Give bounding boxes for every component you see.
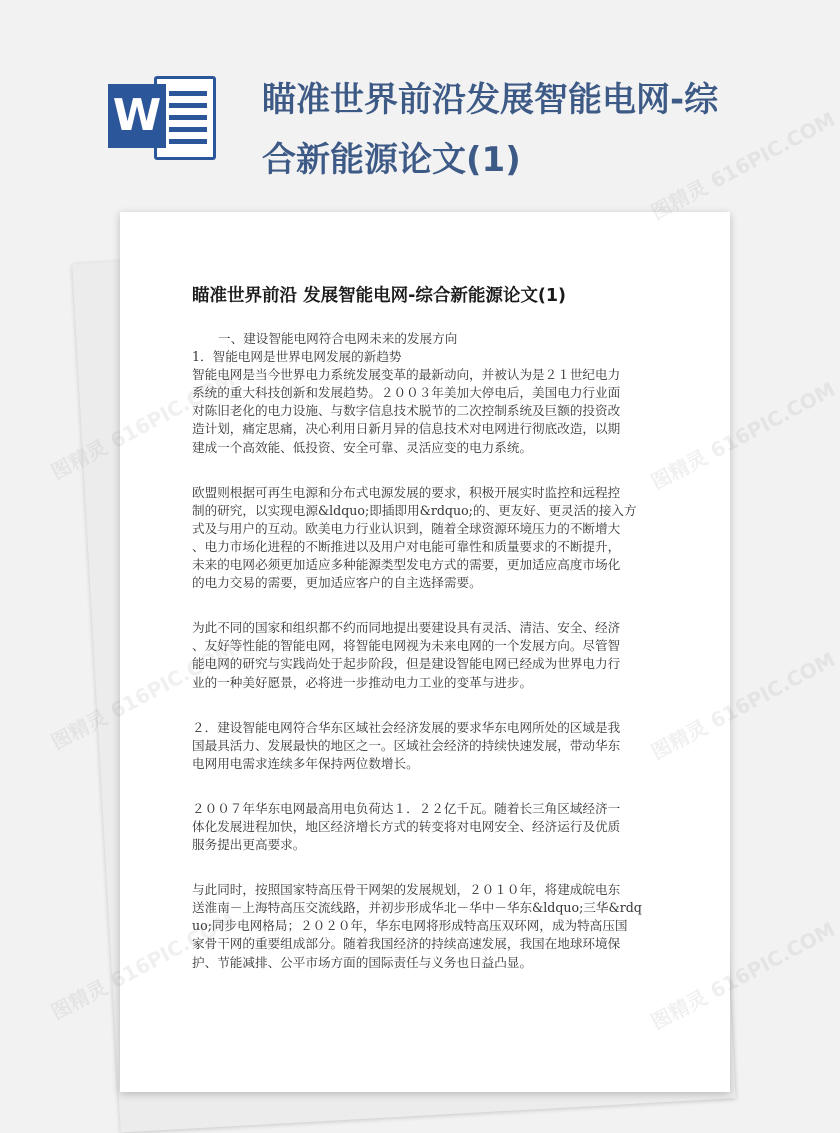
watermark: 图精灵	[47, 975, 112, 1025]
document-title: 瞄准世界前沿 发展智能电网-综合新能源论文(1)	[192, 286, 567, 306]
page-header	[0, 0, 800, 210]
watermark: 图精灵	[47, 705, 112, 755]
paragraph-1: 智能电网是当今世界电力系统发展变革的最新动向，并被认为是２１世纪电力 系统的重大科技创新和发展趋势。２００３年美加大停电后，美国电力行业面 对陈旧老化的电力设施、与数字信息技术脱节的二次控制系统及巨额的投资改 造计划，痛定思痛，决心利用日新月异的信息技术对电网进行彻底改造，以期 建成一个高效能、低投资、安全可靠、灵活应变的电力系统。	[192, 367, 621, 455]
watermark: 图精灵 616PIC.COM	[647, 647, 840, 765]
watermark: 图精灵 616PIC.COM	[647, 377, 840, 495]
paragraph-6: 与此同时，按照国家特高压骨干网架的发展规划，２０１０年，将建成皖电东 送淮南－上海特高压交流线路，并初步形成华北－华中－华东&ldquo;三华&rdq uo;同步电网格局；２０２０年，华东电网将形成特高压双环网，成为特高压国 家骨干网的重要组成部分。随着我国经济的持续高速发展，我国在地球环境保 护、节能减排、公平市场方面的国际责任与义务也日益凸显。	[192, 882, 642, 970]
document-body	[192, 330, 664, 999]
watermark: 图精灵 616PIC.COM	[647, 107, 840, 225]
document-page	[120, 212, 730, 1092]
paragraph-5: ２００７年华东电网最高用电负荷达１．２２亿千瓦。随着长三角区域经济一 体化发展进程加快，地区经济增长方式的转变将对电网安全、经济运行及优质 服务提出更高要求。	[192, 800, 621, 853]
paragraph-2: 欧盟则根据可再生电源和分布式电源发展的要求，积极开展实时监控和远程控 制的研究，以实现电源&ldquo;即插即用&rdquo;的、更友好、更灵活的接入方 式及与用户的互动。欧美电力行业认识到，随着全球资源环境压力的不断增大 、电力市场化进程的不断推进以及用户对电能可靠性和质量要求的不断提升， 未来的电网必须更加适应多种能源类型发电方式的需要，更加适应高度市场化 的电力交易的需要，更加适应客户的自主选择需要。	[192, 484, 637, 591]
page-title: 瞄准世界前沿发展智能电网-综合新能源论文(1)	[262, 80, 719, 180]
subsection-heading: 1．智能电网是世界电网发展的新趋势	[192, 349, 402, 365]
word-document-icon	[108, 72, 220, 164]
paragraph-4: ２．建设智能电网符合华东区域社会经济发展的要求华东电网所处的区域是我 国最具活力、发展最快的地区之一。区域社会经济的持续快速发展，带动华东 电网用电需求连续多年保持两位数增长。	[192, 719, 621, 771]
section-heading: 一、建设智能电网符合电网未来的发展方向	[218, 331, 458, 346]
word-letter: W	[108, 84, 166, 148]
paragraph-3: 为此不同的国家和组织都不约而同地提出要建设具有灵活、清洁、安全、经济 、友好等性能的智能电网，将智能电网视为未来电网的一个发展方向。尽管智 能电网的研究与实践尚处于起步阶段，但是建设智能电网已经成为世界电力行 业的一种美好愿景，必将进一步推动电力工业的变革与进步。	[192, 620, 621, 690]
watermark: 图精灵	[47, 435, 112, 485]
watermark: 图精灵 616PIC.COM	[647, 917, 840, 1035]
